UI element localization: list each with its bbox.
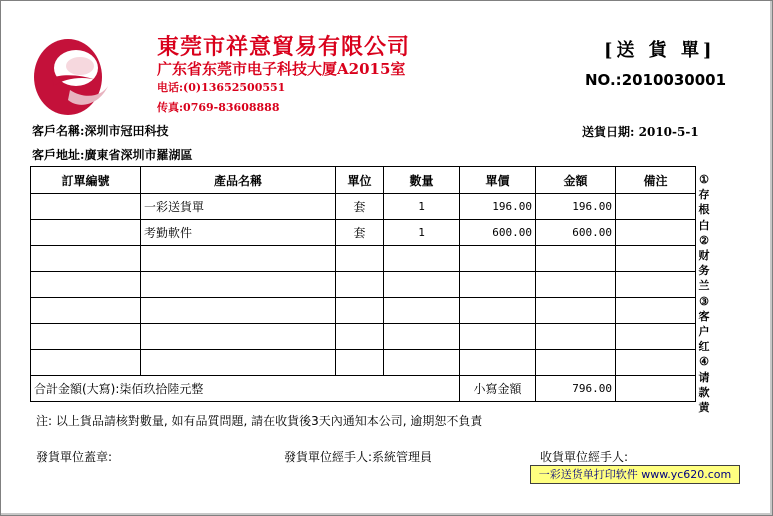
table-row bbox=[31, 194, 696, 220]
cell-product-name bbox=[141, 350, 336, 376]
subtotal-remarks bbox=[616, 376, 696, 402]
customer-name-row bbox=[32, 122, 168, 139]
copy-label-char: 红 bbox=[698, 340, 710, 354]
cell-amount bbox=[536, 246, 616, 272]
cell-unit bbox=[336, 246, 384, 272]
cell-order-no bbox=[31, 194, 141, 220]
table-total-row bbox=[31, 376, 696, 402]
cell-quantity: 1 bbox=[384, 194, 460, 220]
copy-label-char: 黄 bbox=[698, 401, 710, 415]
cell-unit: 套 bbox=[336, 194, 384, 220]
table-row bbox=[31, 220, 696, 246]
cell-amount bbox=[536, 350, 616, 376]
cell-remarks bbox=[616, 298, 696, 324]
footer-note: 注: 以上貨品請核對數量, 如有品質問題, 請在收貨後3天內通知本公司, 逾期恕不負責 bbox=[36, 414, 483, 428]
copy-label-char: 根 bbox=[698, 203, 710, 217]
customer-name-label: 客戶名稱: bbox=[32, 124, 85, 138]
cell-order-no bbox=[31, 272, 141, 298]
cell-order-no bbox=[31, 324, 141, 350]
cell-unit bbox=[336, 324, 384, 350]
copy-label-char: 款 bbox=[698, 385, 710, 399]
table-row bbox=[31, 350, 696, 376]
cell-unit bbox=[336, 298, 384, 324]
total-amount-words: 合計金額(大寫):柒佰玖拾陸元整 bbox=[31, 376, 460, 402]
company-phone: 电话:(0)13652500551 bbox=[157, 81, 286, 94]
cell-product-name bbox=[141, 272, 336, 298]
cell-order-no bbox=[31, 350, 141, 376]
cell-unit-price bbox=[460, 298, 536, 324]
document-number bbox=[585, 71, 726, 89]
delivery-date-row bbox=[582, 123, 699, 140]
cell-unit-price: 600.00 bbox=[460, 220, 536, 246]
cell-amount bbox=[536, 324, 616, 350]
header-remarks: 備注 bbox=[616, 167, 696, 194]
cell-quantity: 1 bbox=[384, 220, 460, 246]
copy-label-char: 财 bbox=[698, 249, 710, 263]
customer-address-label: 客戶地址: bbox=[32, 148, 85, 162]
subtotal-value: 796.00 bbox=[536, 376, 616, 402]
cell-unit-price bbox=[460, 324, 536, 350]
cell-order-no bbox=[31, 298, 141, 324]
table-row bbox=[31, 324, 696, 350]
customer-address-value: 廣東省深圳市羅湖區 bbox=[84, 148, 193, 162]
company-fax: 传真:0769-83608888 bbox=[157, 101, 280, 114]
document-number-label: NO.: bbox=[585, 71, 622, 89]
copy-label-char: ② bbox=[699, 233, 709, 247]
copy-distribution-labels bbox=[696, 172, 712, 415]
company-logo-icon bbox=[30, 30, 110, 120]
items-table bbox=[30, 166, 696, 402]
cell-quantity bbox=[384, 298, 460, 324]
cell-order-no bbox=[31, 220, 141, 246]
cell-remarks bbox=[616, 272, 696, 298]
header-product-name: 產品名稱 bbox=[141, 167, 336, 194]
cell-remarks bbox=[616, 194, 696, 220]
table-row bbox=[31, 246, 696, 272]
cell-remarks bbox=[616, 246, 696, 272]
cell-amount bbox=[536, 272, 616, 298]
customer-name-value: 深圳市冠田科技 bbox=[84, 124, 169, 138]
cell-unit-price bbox=[460, 272, 536, 298]
copy-label-char: 兰 bbox=[698, 279, 710, 293]
copy-label-char: 存 bbox=[698, 188, 710, 202]
subtotal-label: 小寫金額 bbox=[460, 376, 536, 402]
cell-quantity bbox=[384, 246, 460, 272]
header-order-no: 訂單編號 bbox=[31, 167, 141, 194]
cell-quantity bbox=[384, 350, 460, 376]
cell-product-name bbox=[141, 298, 336, 324]
copy-label-char: 户 bbox=[698, 325, 710, 339]
cell-product-name bbox=[141, 246, 336, 272]
header-amount: 金額 bbox=[536, 167, 616, 194]
delivery-date-value: 2010-5-1 bbox=[638, 125, 699, 139]
table-header-row bbox=[31, 167, 696, 194]
company-name: 東莞市祥意貿易有限公司 bbox=[157, 34, 411, 60]
header-unit-price: 單價 bbox=[460, 167, 536, 194]
table-row bbox=[31, 298, 696, 324]
copy-label-char: ① bbox=[699, 173, 709, 186]
cell-quantity bbox=[384, 324, 460, 350]
cell-unit bbox=[336, 350, 384, 376]
customer-address-row bbox=[32, 146, 192, 163]
copy-label-char: ④ bbox=[699, 355, 709, 369]
shipper-seal-label: 發貨單位蓋章: bbox=[36, 450, 113, 464]
copy-label-char: 务 bbox=[698, 264, 710, 278]
cell-unit: 套 bbox=[336, 220, 384, 246]
cell-product-name bbox=[141, 324, 336, 350]
cell-product-name: 一彩送貨單 bbox=[141, 194, 336, 220]
cell-unit bbox=[336, 272, 384, 298]
copy-label-char: 请 bbox=[698, 370, 710, 384]
table-row bbox=[31, 272, 696, 298]
document-number-value: 2010030001 bbox=[621, 71, 727, 89]
cell-unit-price bbox=[460, 350, 536, 376]
cell-amount: 196.00 bbox=[536, 194, 616, 220]
company-address: 广东省东莞市电子科技大厦A2015室 bbox=[157, 60, 406, 78]
receiver-handler-label: 收貨單位經手人: bbox=[540, 450, 629, 464]
document-title: [送 貨 單] bbox=[604, 40, 716, 61]
cell-order-no bbox=[31, 246, 141, 272]
cell-amount: 600.00 bbox=[536, 220, 616, 246]
copy-label-char: 白 bbox=[698, 218, 710, 232]
promo-banner-link[interactable]: 一彩送货单打印软件 www.yc620.com bbox=[530, 465, 740, 484]
cell-amount bbox=[536, 298, 616, 324]
header-unit: 單位 bbox=[336, 167, 384, 194]
cell-remarks bbox=[616, 324, 696, 350]
cell-product-name: 考勤軟件 bbox=[141, 220, 336, 246]
copy-label-char: 客 bbox=[698, 309, 710, 323]
header-quantity: 數量 bbox=[384, 167, 460, 194]
cell-remarks bbox=[616, 220, 696, 246]
cell-quantity bbox=[384, 272, 460, 298]
copy-label-char: ③ bbox=[699, 294, 709, 308]
cell-unit-price: 196.00 bbox=[460, 194, 536, 220]
cell-remarks bbox=[616, 350, 696, 376]
delivery-date-label: 送貨日期: bbox=[582, 125, 635, 139]
cell-unit-price bbox=[460, 246, 536, 272]
shipper-handler-label: 發貨單位經手人:系統管理員 bbox=[284, 450, 433, 464]
